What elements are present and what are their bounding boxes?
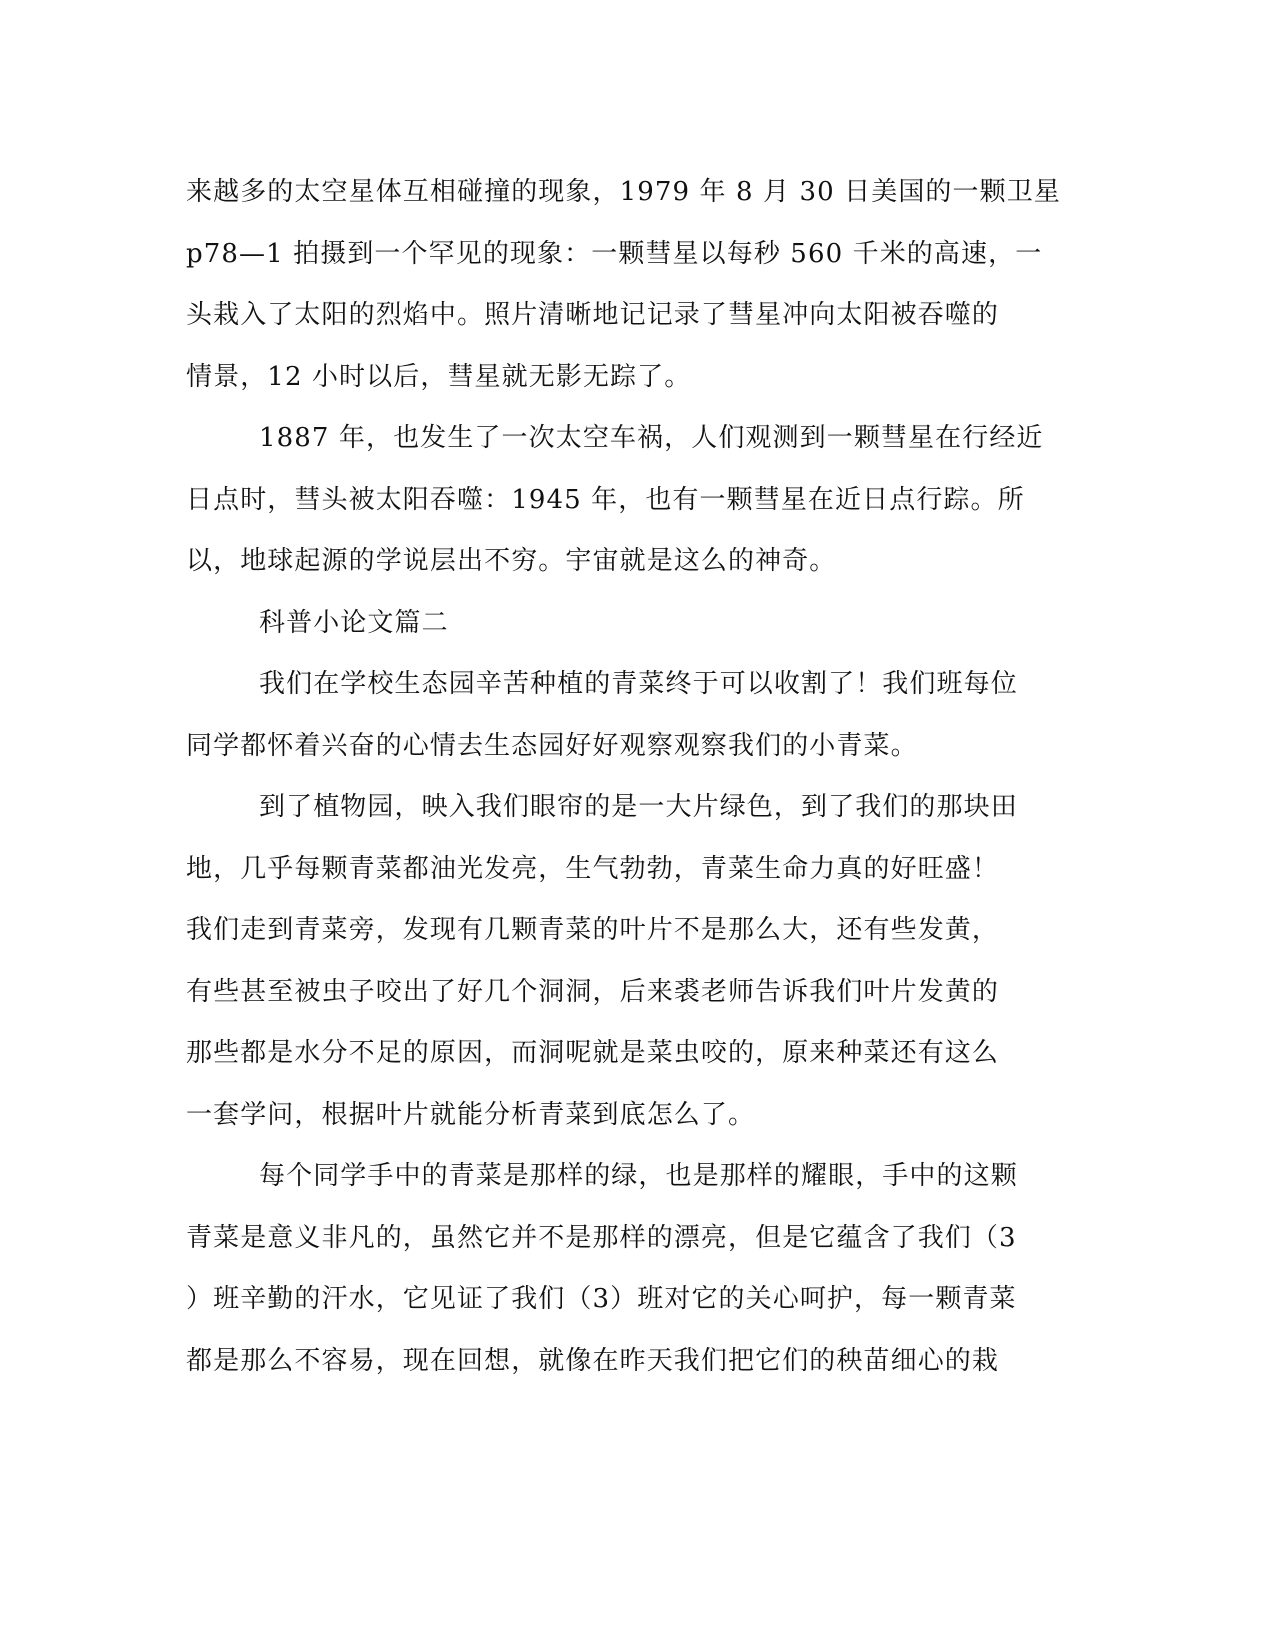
text-line: 一套学问，根据叶片就能分析青菜到底怎么了。 — [186, 1099, 756, 1130]
text-line: 有些甚至被虫子咬出了好几个洞洞，后来裘老师告诉我们叶片发黄的 — [186, 976, 1000, 1007]
text-line: 日点时，彗头被太阳吞噬：1945 年，也有一颗彗星在近日点行踪。所 — [186, 484, 1025, 515]
text-line: 青菜是意义非凡的，虽然它并不是那样的漂亮，但是它蕴含了我们（3 — [186, 1222, 1017, 1253]
text-line: 到了植物园，映入我们眼帘的是一大片绿色，到了我们的那块田 — [259, 792, 1018, 822]
text-line: 地，几乎每颗青菜都油光发亮，生气勃勃，青菜生命力真的好旺盛！ — [186, 853, 1000, 884]
text-line: 头栽入了太阳的烈焰中。照片清晰地记记录了彗星冲向太阳被吞噬的 — [186, 300, 1000, 330]
text-line: 以，地球起源的学说层出不穷。宇宙就是这么的神奇。 — [186, 546, 837, 576]
text-line: 1887 年，也发生了一次太空车祸，人们观测到一颗彗星在行经近 — [259, 423, 1044, 453]
text-line: 我们走到青菜旁，发现有几颗青菜的叶片不是那么大，还有些发黄， — [186, 915, 1000, 945]
document-body — [186, 162, 1096, 1392]
text-line: 科普小论文篇二 — [259, 607, 449, 638]
text-line: 情景，12 小时以后，彗星就无影无踪了。 — [186, 361, 692, 392]
text-line: ）班辛勤的汗水，它见证了我们（3）班对它的关心呵护，每一颗青菜 — [186, 1284, 1017, 1314]
text-line: 那些都是水分不足的原因，而洞呢就是菜虫咬的，原来种菜还有这么 — [186, 1038, 1000, 1068]
text-line: 每个同学手中的青菜是那样的绿，也是那样的耀眼，手中的这颗 — [259, 1161, 1018, 1191]
text-line: 同学都怀着兴奋的心情去生态园好好观察观察我们的小青菜。 — [186, 730, 918, 761]
text-line: 都是那么不容易，现在回想，就像在昨天我们把它们的秧苗细心的栽 — [186, 1345, 1000, 1376]
text-line: p78—1 拍摄到一个罕见的现象：一颗彗星以每秒 560 千米的高速，一 — [186, 238, 1043, 269]
text-line: 我们在学校生态园辛苦种植的青菜终于可以收割了！我们班每位 — [259, 669, 1018, 699]
text-line: 来越多的太空星体互相碰撞的现象，1979 年 8 月 30 日美国的一颗卫星 — [186, 177, 1061, 207]
